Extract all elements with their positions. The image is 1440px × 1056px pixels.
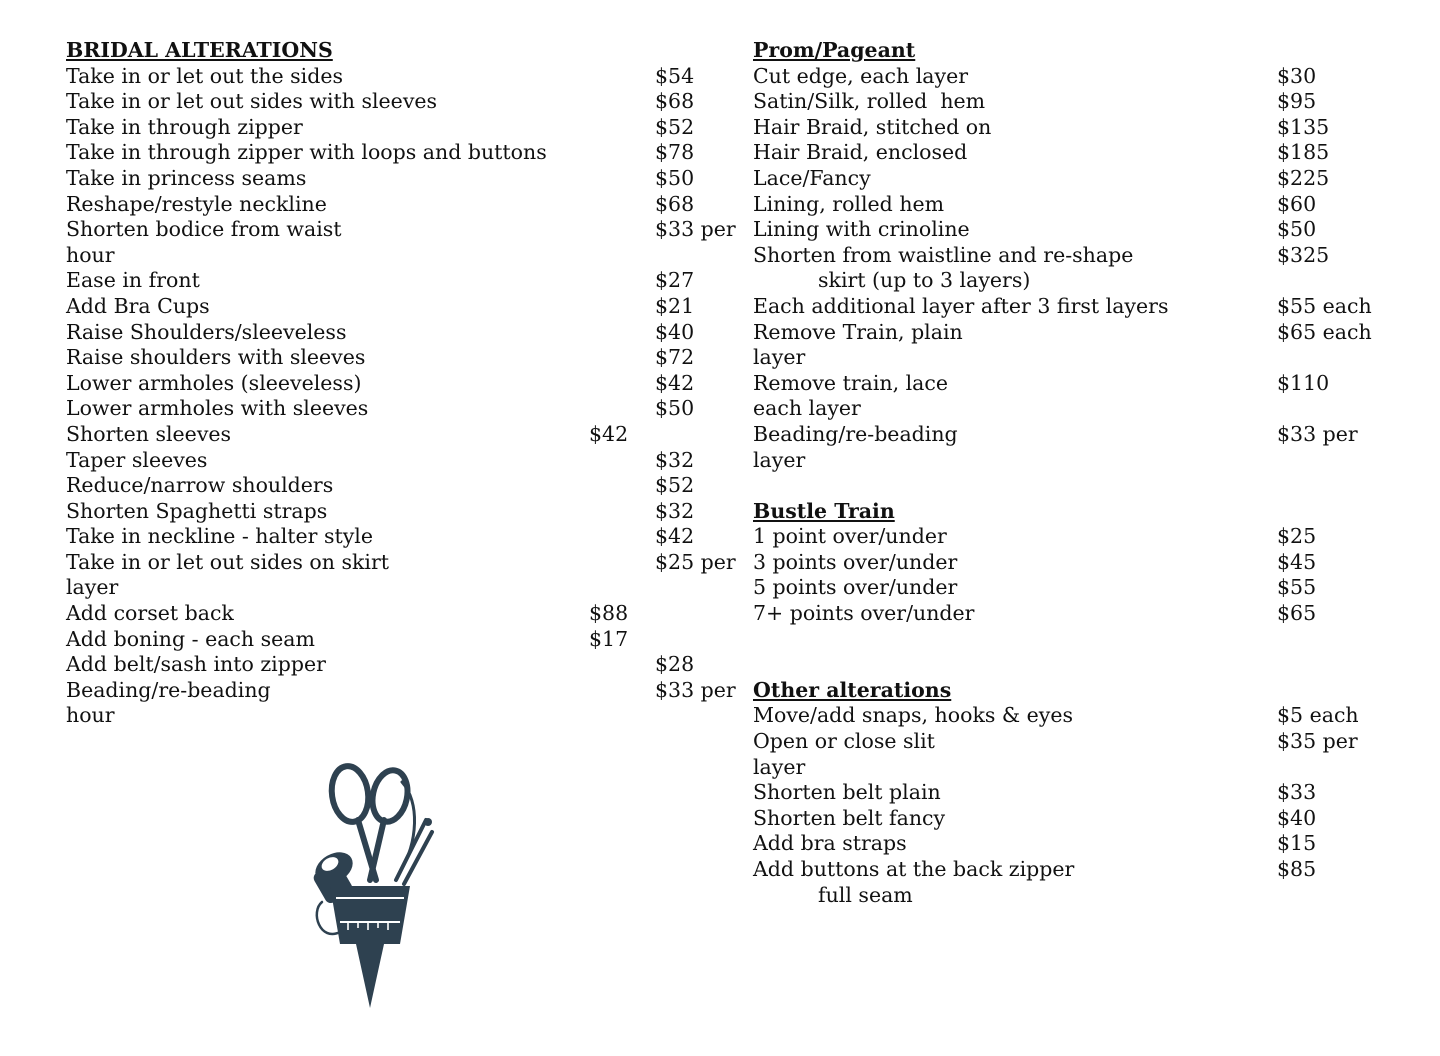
item-name: 1 point over/under xyxy=(753,524,947,549)
item-name: Beading/re-beading xyxy=(66,677,271,702)
price-row xyxy=(753,320,1413,346)
price-row xyxy=(753,806,1413,832)
price-row xyxy=(753,294,1413,320)
price-row xyxy=(66,396,695,422)
price-row xyxy=(753,703,1413,729)
price-row xyxy=(753,115,1413,141)
price-row xyxy=(66,447,695,474)
item-price: $325 xyxy=(1277,242,1330,267)
item-price: $35 per xyxy=(1277,729,1358,754)
item-continuation: hour xyxy=(66,242,115,267)
price-row xyxy=(66,549,736,576)
bridal-heading: BRIDAL ALTERATIONS xyxy=(66,38,333,62)
price-row xyxy=(66,114,695,141)
item-price: $33 per xyxy=(655,677,736,702)
price-row xyxy=(753,217,1413,243)
spacer xyxy=(753,627,1413,678)
item-price: $65 xyxy=(1277,601,1317,626)
item-price: $33 per xyxy=(655,217,736,242)
item-name: Take in through zipper with loops and buttons xyxy=(66,140,547,165)
item-name: Add Bra Cups xyxy=(66,293,210,318)
item-name: Lining with crinoline xyxy=(753,217,970,242)
price-row xyxy=(66,498,695,525)
item-name: Take in or let out sides with sleeves xyxy=(66,89,438,114)
item-price: $68 xyxy=(655,89,695,114)
item-price: $50 xyxy=(655,396,695,421)
item-continuation: layer xyxy=(753,345,806,370)
item-name: 3 points over/under xyxy=(753,549,958,574)
item-name: Raise shoulders with sleeves xyxy=(66,345,366,370)
item-name: Shorten bodice from waist xyxy=(66,217,342,242)
item-name: Shorten Spaghetti straps xyxy=(66,498,328,523)
item-price: $95 xyxy=(1277,89,1317,114)
item-name: Shorten from waistline and re-shape xyxy=(753,242,1134,267)
item-name: Take in princess seams xyxy=(66,165,307,190)
item-name: Shorten belt plain xyxy=(753,780,941,805)
item-name: Ease in front xyxy=(66,268,200,293)
item-price: $110 xyxy=(1277,370,1330,395)
price-row xyxy=(66,217,736,243)
item-name: Taper sleeves xyxy=(66,447,208,472)
price-row xyxy=(66,293,695,320)
item-price: $88 xyxy=(589,601,629,626)
price-row xyxy=(753,780,1413,806)
item-price: $17 xyxy=(589,626,629,651)
item-name: Take in through zipper xyxy=(66,114,303,139)
item-name: Shorten sleeves xyxy=(66,421,232,446)
item-continuation: each layer xyxy=(753,396,861,421)
item-continuation: full seam xyxy=(818,882,913,907)
item-price: $40 xyxy=(655,319,695,344)
item-price: $33 xyxy=(1277,780,1317,805)
item-price: $21 xyxy=(655,293,695,318)
item-price: $30 xyxy=(1277,63,1317,88)
item-continuation: layer xyxy=(753,447,806,472)
item-name: Add buttons at the back zipper xyxy=(753,857,1075,881)
item-price: $50 xyxy=(1277,217,1317,242)
item-name: Reshape/restyle neckline xyxy=(66,191,327,216)
item-price: $78 xyxy=(655,140,695,165)
price-row xyxy=(66,268,695,294)
bridal-section xyxy=(66,38,736,729)
item-price: $42 xyxy=(655,524,695,549)
item-continuation: layer xyxy=(753,754,806,779)
prom-heading: Prom/Pageant xyxy=(753,38,916,62)
item-name: Take in or let out sides on skirt xyxy=(66,549,390,574)
price-row xyxy=(66,422,686,448)
item-name: Reduce/narrow shoulders xyxy=(66,473,334,498)
price-row xyxy=(66,191,695,218)
item-price: $54 xyxy=(655,63,695,88)
item-name: Remove train, lace xyxy=(753,370,949,395)
price-row xyxy=(66,473,695,499)
item-name: Beading/re-beading xyxy=(753,421,958,446)
item-price: $27 xyxy=(655,268,695,293)
other-section xyxy=(753,678,1413,908)
item-price: $55 each xyxy=(1277,293,1372,318)
price-row xyxy=(66,677,736,704)
item-name: Add bra straps xyxy=(753,831,907,856)
price-row xyxy=(66,63,695,90)
price-row xyxy=(753,166,1413,192)
sewing-scissors-logo-icon xyxy=(300,762,440,1012)
price-row xyxy=(753,422,1413,448)
item-name: Cut edge, each layer xyxy=(753,63,969,88)
item-continuation: hour xyxy=(66,703,115,728)
price-row xyxy=(753,371,1413,397)
price-row xyxy=(66,165,695,192)
price-row xyxy=(753,550,1413,576)
item-name: Raise Shoulders/sleeveless xyxy=(66,319,347,344)
item-price: $5 each xyxy=(1277,703,1359,728)
item-price: $55 xyxy=(1277,575,1317,600)
price-row xyxy=(753,831,1413,857)
item-price: $40 xyxy=(1277,805,1317,830)
item-price: $42 xyxy=(589,421,629,446)
price-row xyxy=(66,601,686,627)
item-name: Take in or let out the sides xyxy=(66,63,343,88)
price-row xyxy=(66,652,695,678)
bustle-heading: Bustle Train xyxy=(753,498,895,523)
price-row xyxy=(753,64,1413,90)
price-row xyxy=(66,370,695,397)
item-name: Hair Braid, stitched on xyxy=(753,114,992,139)
item-name: Lower armholes (sleeveless) xyxy=(66,370,362,395)
item-name: Satin/Silk, rolled hem xyxy=(753,89,986,114)
item-price: $72 xyxy=(655,345,695,370)
price-row xyxy=(753,601,1413,627)
price-row xyxy=(66,89,695,115)
item-price: $33 per xyxy=(1277,421,1358,446)
price-row xyxy=(753,192,1413,218)
price-row xyxy=(753,729,1413,755)
item-continuation: skirt (up to 3 layers) xyxy=(818,268,1031,293)
price-row xyxy=(753,89,1413,115)
item-name: Lining, rolled hem xyxy=(753,191,945,216)
right-column xyxy=(753,38,1413,908)
item-name: Move/add snaps, hooks & eyes xyxy=(753,703,1074,728)
price-row xyxy=(753,140,1413,166)
item-price: $52 xyxy=(655,114,695,139)
price-row xyxy=(753,575,1413,601)
item-price: $50 xyxy=(655,165,695,190)
item-name: Open or close slit xyxy=(753,729,935,754)
item-continuation: layer xyxy=(66,575,119,600)
price-row xyxy=(66,345,695,371)
item-price: $25 xyxy=(1277,524,1317,549)
item-name: Lower armholes with sleeves xyxy=(66,396,369,421)
item-name: 5 points over/under xyxy=(753,575,958,600)
item-price: $32 xyxy=(655,447,695,472)
item-price: $135 xyxy=(1277,114,1330,139)
item-price: $25 per xyxy=(655,549,736,574)
item-price: $28 xyxy=(655,652,695,677)
item-name: Shorten belt fancy xyxy=(753,805,946,830)
item-name: Remove Train, plain xyxy=(753,319,963,344)
price-row xyxy=(66,627,686,653)
item-price: $68 xyxy=(655,191,695,216)
item-name: Take in neckline - halter style xyxy=(66,524,373,549)
item-name: Each additional layer after 3 first layers xyxy=(753,293,1169,318)
price-row xyxy=(66,140,695,166)
item-price: $185 xyxy=(1277,140,1330,165)
item-price: $15 xyxy=(1277,831,1317,856)
item-name: 7+ points over/under xyxy=(753,601,975,626)
item-name: Hair Braid, enclosed xyxy=(753,140,968,165)
item-price: $65 each xyxy=(1277,319,1372,344)
price-row xyxy=(753,243,1413,269)
other-heading: Other alterations xyxy=(753,677,952,702)
item-price: $52 xyxy=(655,473,695,498)
price-row xyxy=(66,319,695,346)
item-name: Add belt/sash into zipper xyxy=(66,652,326,677)
prom-section xyxy=(753,38,1413,473)
item-price: $32 xyxy=(655,498,695,523)
spacer xyxy=(753,473,1413,499)
item-price: $42 xyxy=(655,370,695,395)
item-name: Add boning - each seam xyxy=(66,626,315,651)
item-price: $225 xyxy=(1277,165,1330,190)
item-name: Add corset back xyxy=(66,601,234,626)
item-name: Lace/Fancy xyxy=(753,165,871,190)
item-price: $60 xyxy=(1277,191,1317,216)
item-price: $85 xyxy=(1277,857,1317,881)
item-price: $45 xyxy=(1277,549,1317,574)
price-row xyxy=(753,857,1413,883)
price-row xyxy=(66,524,695,550)
price-row xyxy=(753,524,1413,550)
bustle-section xyxy=(753,499,1413,627)
